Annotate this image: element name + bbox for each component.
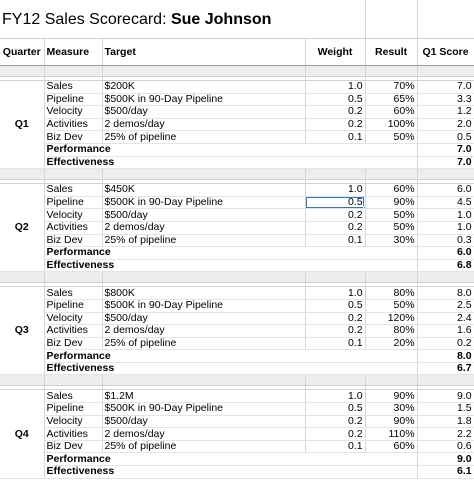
empty-cell[interactable]	[417, 66, 474, 77]
target-cell[interactable]: $800K	[102, 287, 305, 300]
measure-row	[0, 312, 474, 325]
target-cell[interactable]: 25% of pipeline	[102, 131, 305, 144]
effectiveness-score[interactable]: 6.8	[417, 259, 474, 272]
empty-cell[interactable]	[417, 169, 474, 180]
measure-cell[interactable]: Activities	[44, 325, 102, 338]
weight-cell[interactable]	[305, 221, 365, 234]
result-cell[interactable]: 80%	[365, 287, 417, 300]
effectiveness-label[interactable]: Effectiveness	[44, 259, 417, 272]
empty-cell[interactable]	[417, 0, 474, 39]
performance-score[interactable]: 8.0	[417, 350, 474, 363]
score-cell[interactable]: 7.0	[417, 81, 474, 94]
score-cell[interactable]: 0.2	[417, 337, 474, 350]
fill-handle[interactable]	[363, 206, 366, 209]
measure-row	[0, 287, 474, 300]
measure-row	[0, 299, 474, 312]
score-cell[interactable]: 9.0	[417, 390, 474, 403]
weight-value: 0.5	[347, 93, 363, 105]
empty-cell[interactable]	[305, 375, 365, 386]
effectiveness-row	[0, 156, 474, 169]
header-target[interactable]: Target	[102, 39, 305, 66]
weight-value: 0.2	[347, 324, 363, 337]
effectiveness-score[interactable]: 6.1	[417, 466, 474, 479]
quarter-label[interactable]: Q4	[0, 390, 44, 478]
score-cell[interactable]: 1.5	[417, 403, 474, 416]
score-cell[interactable]: 8.0	[417, 287, 474, 300]
result-cell[interactable]: 50%	[365, 221, 417, 234]
weight-cell[interactable]	[305, 184, 365, 197]
measure-cell[interactable]: Biz Dev	[44, 131, 102, 144]
performance-row	[0, 350, 474, 363]
weight-value: 0.2	[347, 105, 363, 118]
title-row	[0, 0, 474, 39]
result-cell[interactable]: 70%	[365, 81, 417, 94]
result-cell[interactable]: 110%	[365, 428, 417, 441]
effectiveness-score[interactable]: 7.0	[417, 156, 474, 169]
effectiveness-row	[0, 259, 474, 272]
score-cell[interactable]: 2.5	[417, 299, 474, 312]
weight-value: 0.2	[347, 312, 363, 324]
result-cell[interactable]: 90%	[365, 415, 417, 428]
empty-cell[interactable]	[44, 375, 102, 386]
target-cell[interactable]: $500/day	[102, 312, 305, 325]
result-cell[interactable]: 120%	[365, 312, 417, 325]
measure-row	[0, 131, 474, 144]
empty-cell[interactable]	[44, 169, 102, 180]
header-weight[interactable]: Weight	[305, 39, 365, 66]
measure-row	[0, 337, 474, 350]
target-cell[interactable]: $450K	[102, 184, 305, 197]
target-cell[interactable]: $500/day	[102, 415, 305, 428]
selected-weight-cell[interactable]	[305, 196, 365, 209]
empty-cell[interactable]	[102, 272, 305, 283]
result-cell[interactable]: 30%	[365, 403, 417, 416]
sheet-title-name: Sue Johnson	[170, 10, 272, 28]
quarter-label[interactable]: Q1	[0, 81, 44, 169]
empty-cell[interactable]	[0, 272, 44, 283]
weight-cell[interactable]	[305, 131, 365, 144]
measure-row	[0, 196, 474, 209]
weight-value: 0.2	[347, 208, 363, 221]
measure-cell[interactable]: Biz Dev	[44, 440, 102, 453]
spacer-row	[0, 272, 474, 283]
measure-row	[0, 325, 474, 338]
result-cell[interactable]: 60%	[365, 106, 417, 119]
score-cell[interactable]: 2.2	[417, 428, 474, 441]
performance-label[interactable]: Performance	[44, 143, 417, 156]
result-cell[interactable]: 80%	[365, 325, 417, 338]
result-cell[interactable]: 60%	[365, 184, 417, 197]
measure-row	[0, 440, 474, 453]
measure-row	[0, 81, 474, 94]
score-cell[interactable]: 0.6	[417, 440, 474, 453]
weight-cell[interactable]	[305, 325, 365, 338]
target-cell[interactable]: 2 demos/day	[102, 325, 305, 338]
weight-cell[interactable]	[305, 93, 365, 106]
weight-cell[interactable]	[305, 106, 365, 119]
target-cell[interactable]: $200K	[102, 81, 305, 94]
measure-cell[interactable]: Velocity	[44, 209, 102, 222]
target-cell[interactable]: $500K in 90-Day Pipeline	[102, 299, 305, 312]
weight-value: 0.5	[347, 402, 363, 415]
empty-cell[interactable]	[365, 0, 417, 39]
target-cell[interactable]: 2 demos/day	[102, 221, 305, 234]
weight-cell[interactable]	[305, 287, 365, 300]
performance-row	[0, 143, 474, 156]
score-cell[interactable]: 6.0	[417, 184, 474, 197]
result-cell[interactable]: 20%	[365, 337, 417, 350]
score-cell[interactable]: 1.8	[417, 415, 474, 428]
performance-label[interactable]: Performance	[44, 350, 417, 363]
weight-cell[interactable]	[305, 390, 365, 403]
empty-cell[interactable]	[102, 66, 305, 77]
weight-value: 0.5	[347, 299, 363, 312]
weight-value: 0.2	[347, 415, 363, 427]
score-cell[interactable]: 1.0	[417, 221, 474, 234]
measure-cell[interactable]: Activities	[44, 221, 102, 234]
target-cell[interactable]: $1.2M	[102, 390, 305, 403]
score-cell[interactable]: 3.3	[417, 93, 474, 106]
measure-cell[interactable]: Biz Dev	[44, 337, 102, 350]
score-cell[interactable]: 0.3	[417, 234, 474, 247]
weight-cell[interactable]	[305, 428, 365, 441]
result-cell[interactable]: 90%	[365, 196, 417, 209]
header-result[interactable]: Result	[365, 39, 417, 66]
target-cell[interactable]: $500K in 90-Day Pipeline	[102, 93, 305, 106]
effectiveness-row	[0, 466, 474, 479]
weight-value: 1.0	[347, 286, 363, 299]
measure-cell[interactable]: Biz Dev	[44, 234, 102, 247]
weight-cell[interactable]	[305, 81, 365, 94]
target-cell[interactable]: 2 demos/day	[102, 118, 305, 131]
weight-cell[interactable]	[305, 234, 365, 247]
measure-row	[0, 209, 474, 222]
empty-cell[interactable]	[305, 169, 365, 180]
effectiveness-label[interactable]: Effectiveness	[44, 156, 417, 169]
performance-label[interactable]: Performance	[44, 247, 417, 260]
empty-cell[interactable]	[305, 272, 365, 283]
spacer-row	[0, 169, 474, 180]
effectiveness-label[interactable]: Effectiveness	[44, 466, 417, 479]
effectiveness-row	[0, 362, 474, 375]
measure-cell[interactable]: Velocity	[44, 106, 102, 119]
measure-row	[0, 184, 474, 197]
weight-cell[interactable]	[305, 403, 365, 416]
effectiveness-score[interactable]: 6.7	[417, 362, 474, 375]
score-cell[interactable]: 2.4	[417, 312, 474, 325]
score-cell[interactable]: 0.5	[417, 131, 474, 144]
performance-row	[0, 453, 474, 466]
weight-value: 0.1	[347, 234, 363, 246]
weight-value: 0.2	[347, 118, 363, 131]
target-cell[interactable]: $500/day	[102, 106, 305, 119]
result-cell[interactable]: 60%	[365, 440, 417, 453]
result-cell[interactable]: 50%	[365, 209, 417, 222]
empty-cell[interactable]	[365, 169, 417, 180]
measure-cell[interactable]: Pipeline	[44, 93, 102, 106]
measure-cell[interactable]: Velocity	[44, 312, 102, 325]
measure-cell[interactable]: Velocity	[44, 415, 102, 428]
weight-value: 1.0	[347, 389, 363, 402]
result-cell[interactable]: 65%	[365, 93, 417, 106]
empty-cell[interactable]	[365, 375, 417, 386]
measure-row	[0, 403, 474, 416]
header-quarter[interactable]: Quarter	[0, 39, 44, 66]
empty-cell[interactable]	[417, 272, 474, 283]
measure-cell[interactable]: Sales	[44, 287, 102, 300]
performance-score[interactable]: 9.0	[417, 453, 474, 466]
measure-row	[0, 118, 474, 131]
weight-value: 0.2	[347, 427, 363, 440]
measure-row	[0, 390, 474, 403]
measure-cell[interactable]: Pipeline	[44, 299, 102, 312]
score-cell[interactable]: 4.5	[417, 196, 474, 209]
result-cell[interactable]: 50%	[365, 299, 417, 312]
target-cell[interactable]: 25% of pipeline	[102, 337, 305, 350]
sheet-title-cell[interactable]	[0, 0, 365, 39]
weight-cell[interactable]	[305, 440, 365, 453]
result-cell[interactable]: 90%	[365, 390, 417, 403]
target-cell[interactable]: $500/day	[102, 209, 305, 222]
weight-value: 1.0	[347, 80, 363, 93]
measure-row	[0, 428, 474, 441]
header-row	[0, 39, 474, 66]
weight-value: 0.1	[347, 130, 363, 143]
result-cell[interactable]: 50%	[365, 131, 417, 144]
target-cell[interactable]: 25% of pipeline	[102, 440, 305, 453]
empty-cell[interactable]	[44, 66, 102, 77]
measure-cell[interactable]: Sales	[44, 390, 102, 403]
performance-label[interactable]: Performance	[44, 453, 417, 466]
empty-cell[interactable]	[0, 375, 44, 386]
weight-value: 0.5	[347, 196, 363, 209]
sheet-title-prefix: FY12 Sales Scorecard:	[2, 10, 171, 28]
empty-cell[interactable]	[44, 272, 102, 283]
measure-row	[0, 415, 474, 428]
weight-cell[interactable]	[305, 415, 365, 428]
target-cell[interactable]: 2 demos/day	[102, 428, 305, 441]
result-cell[interactable]: 100%	[365, 118, 417, 131]
empty-cell[interactable]	[305, 66, 365, 77]
weight-value: 0.1	[347, 440, 363, 453]
score-cell[interactable]: 1.0	[417, 209, 474, 222]
measure-cell[interactable]: Pipeline	[44, 196, 102, 209]
empty-cell[interactable]	[365, 272, 417, 283]
target-cell[interactable]: 25% of pipeline	[102, 234, 305, 247]
performance-score[interactable]: 7.0	[417, 143, 474, 156]
score-cell[interactable]: 2.0	[417, 118, 474, 131]
spacer-row	[0, 66, 474, 77]
weight-cell[interactable]	[305, 312, 365, 325]
measure-cell[interactable]: Sales	[44, 81, 102, 94]
weight-value: 1.0	[347, 183, 363, 196]
quarter-label[interactable]: Q2	[0, 184, 44, 272]
measure-cell[interactable]: Activities	[44, 118, 102, 131]
measure-row	[0, 106, 474, 119]
measure-cell[interactable]: Sales	[44, 184, 102, 197]
target-cell[interactable]: $500K in 90-Day Pipeline	[102, 196, 305, 209]
score-cell[interactable]: 1.2	[417, 106, 474, 119]
measure-cell[interactable]: Activities	[44, 428, 102, 441]
target-cell[interactable]: $500K in 90-Day Pipeline	[102, 403, 305, 416]
measure-cell[interactable]: Pipeline	[44, 403, 102, 416]
empty-cell[interactable]	[0, 169, 44, 180]
weight-value: 0.2	[347, 221, 363, 234]
result-cell[interactable]: 30%	[365, 234, 417, 247]
measure-row	[0, 221, 474, 234]
weight-cell[interactable]	[305, 299, 365, 312]
weight-cell[interactable]	[305, 337, 365, 350]
spacer-row	[0, 375, 474, 386]
weight-cell[interactable]	[305, 118, 365, 131]
measure-row	[0, 93, 474, 106]
measure-row	[0, 234, 474, 247]
header-measure[interactable]: Measure	[44, 39, 102, 66]
empty-cell[interactable]	[0, 66, 44, 77]
empty-cell[interactable]	[417, 375, 474, 386]
empty-cell[interactable]	[102, 375, 305, 386]
weight-value: 0.1	[347, 337, 363, 349]
empty-cell[interactable]	[365, 66, 417, 77]
header-score[interactable]: Q1 Score	[417, 39, 474, 66]
performance-score[interactable]: 6.0	[417, 247, 474, 260]
score-cell[interactable]: 1.6	[417, 325, 474, 338]
weight-cell[interactable]	[305, 209, 365, 222]
performance-row	[0, 247, 474, 260]
empty-cell[interactable]	[102, 169, 305, 180]
quarter-label[interactable]: Q3	[0, 287, 44, 375]
effectiveness-label[interactable]: Effectiveness	[44, 362, 417, 375]
